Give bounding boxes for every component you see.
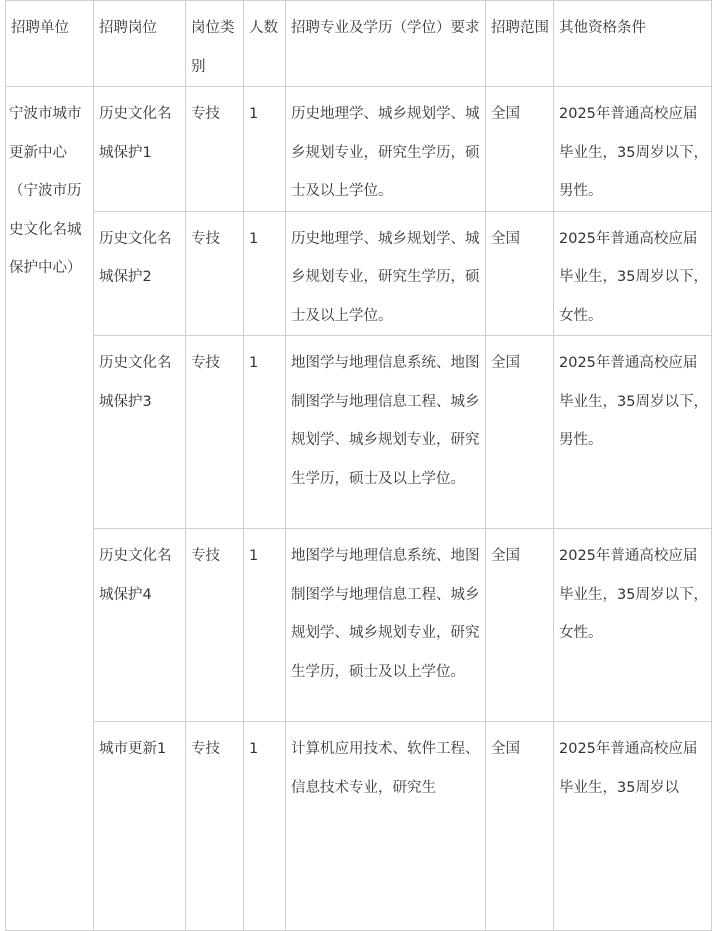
header-unit: 招聘单位 (6, 1, 94, 87)
category-cell: 专技 (186, 211, 244, 336)
scope-cell: 全国 (486, 87, 554, 212)
header-major: 招聘专业及学历（学位）要求 (286, 1, 486, 87)
unit-name-cell: 宁波市城市更新中心（宁波市历史文化名城保护中心） (6, 87, 94, 931)
major-cell: 地图学与地理信息系统、地图制图学与地理信息工程、城乡规划学、城乡规划专业，研究生学历，硕士及以上学位。 (286, 336, 486, 529)
table-row (6, 722, 712, 931)
header-category: 岗位类别 (186, 1, 244, 87)
post-cell: 历史文化名城保护4 (94, 529, 186, 722)
header-post: 招聘岗位 (94, 1, 186, 87)
other-cell: 2025年普通高校应届毕业生，35周岁以 (554, 722, 712, 931)
table-row (6, 529, 712, 722)
count-cell: 1 (244, 87, 286, 212)
post-cell: 城市更新1 (94, 722, 186, 931)
other-cell: 2025年普通高校应届毕业生，35周岁以下，男性。 (554, 87, 712, 212)
category-cell: 专技 (186, 529, 244, 722)
scope-cell: 全国 (486, 722, 554, 931)
recruitment-table (5, 0, 712, 931)
table-header-row (6, 1, 712, 87)
count-cell: 1 (244, 529, 286, 722)
other-cell: 2025年普通高校应届毕业生，35周岁以下，男性。 (554, 336, 712, 529)
table-row (6, 336, 712, 529)
table-row (6, 211, 712, 336)
count-cell: 1 (244, 336, 286, 529)
header-other: 其他资格条件 (554, 1, 712, 87)
other-cell: 2025年普通高校应届毕业生，35周岁以下，女性。 (554, 529, 712, 722)
table-row (6, 87, 712, 212)
count-cell: 1 (244, 211, 286, 336)
scope-cell: 全国 (486, 211, 554, 336)
count-cell: 1 (244, 722, 286, 931)
scope-cell: 全国 (486, 529, 554, 722)
major-cell: 历史地理学、城乡规划学、城乡规划专业，研究生学历，硕士及以上学位。 (286, 87, 486, 212)
post-cell: 历史文化名城保护3 (94, 336, 186, 529)
category-cell: 专技 (186, 336, 244, 529)
scope-cell: 全国 (486, 336, 554, 529)
category-cell: 专技 (186, 722, 244, 931)
other-cell: 2025年普通高校应届毕业生，35周岁以下，女性。 (554, 211, 712, 336)
post-cell: 历史文化名城保护2 (94, 211, 186, 336)
major-cell: 地图学与地理信息系统、地图制图学与地理信息工程、城乡规划学、城乡规划专业，研究生学历，硕士及以上学位。 (286, 529, 486, 722)
major-cell: 历史地理学、城乡规划学、城乡规划专业，研究生学历，硕士及以上学位。 (286, 211, 486, 336)
post-cell: 历史文化名城保护1 (94, 87, 186, 212)
category-cell: 专技 (186, 87, 244, 212)
header-scope: 招聘范围 (486, 1, 554, 87)
major-cell: 计算机应用技术、软件工程、信息技术专业，研究生 (286, 722, 486, 931)
header-count: 人数 (244, 1, 286, 87)
